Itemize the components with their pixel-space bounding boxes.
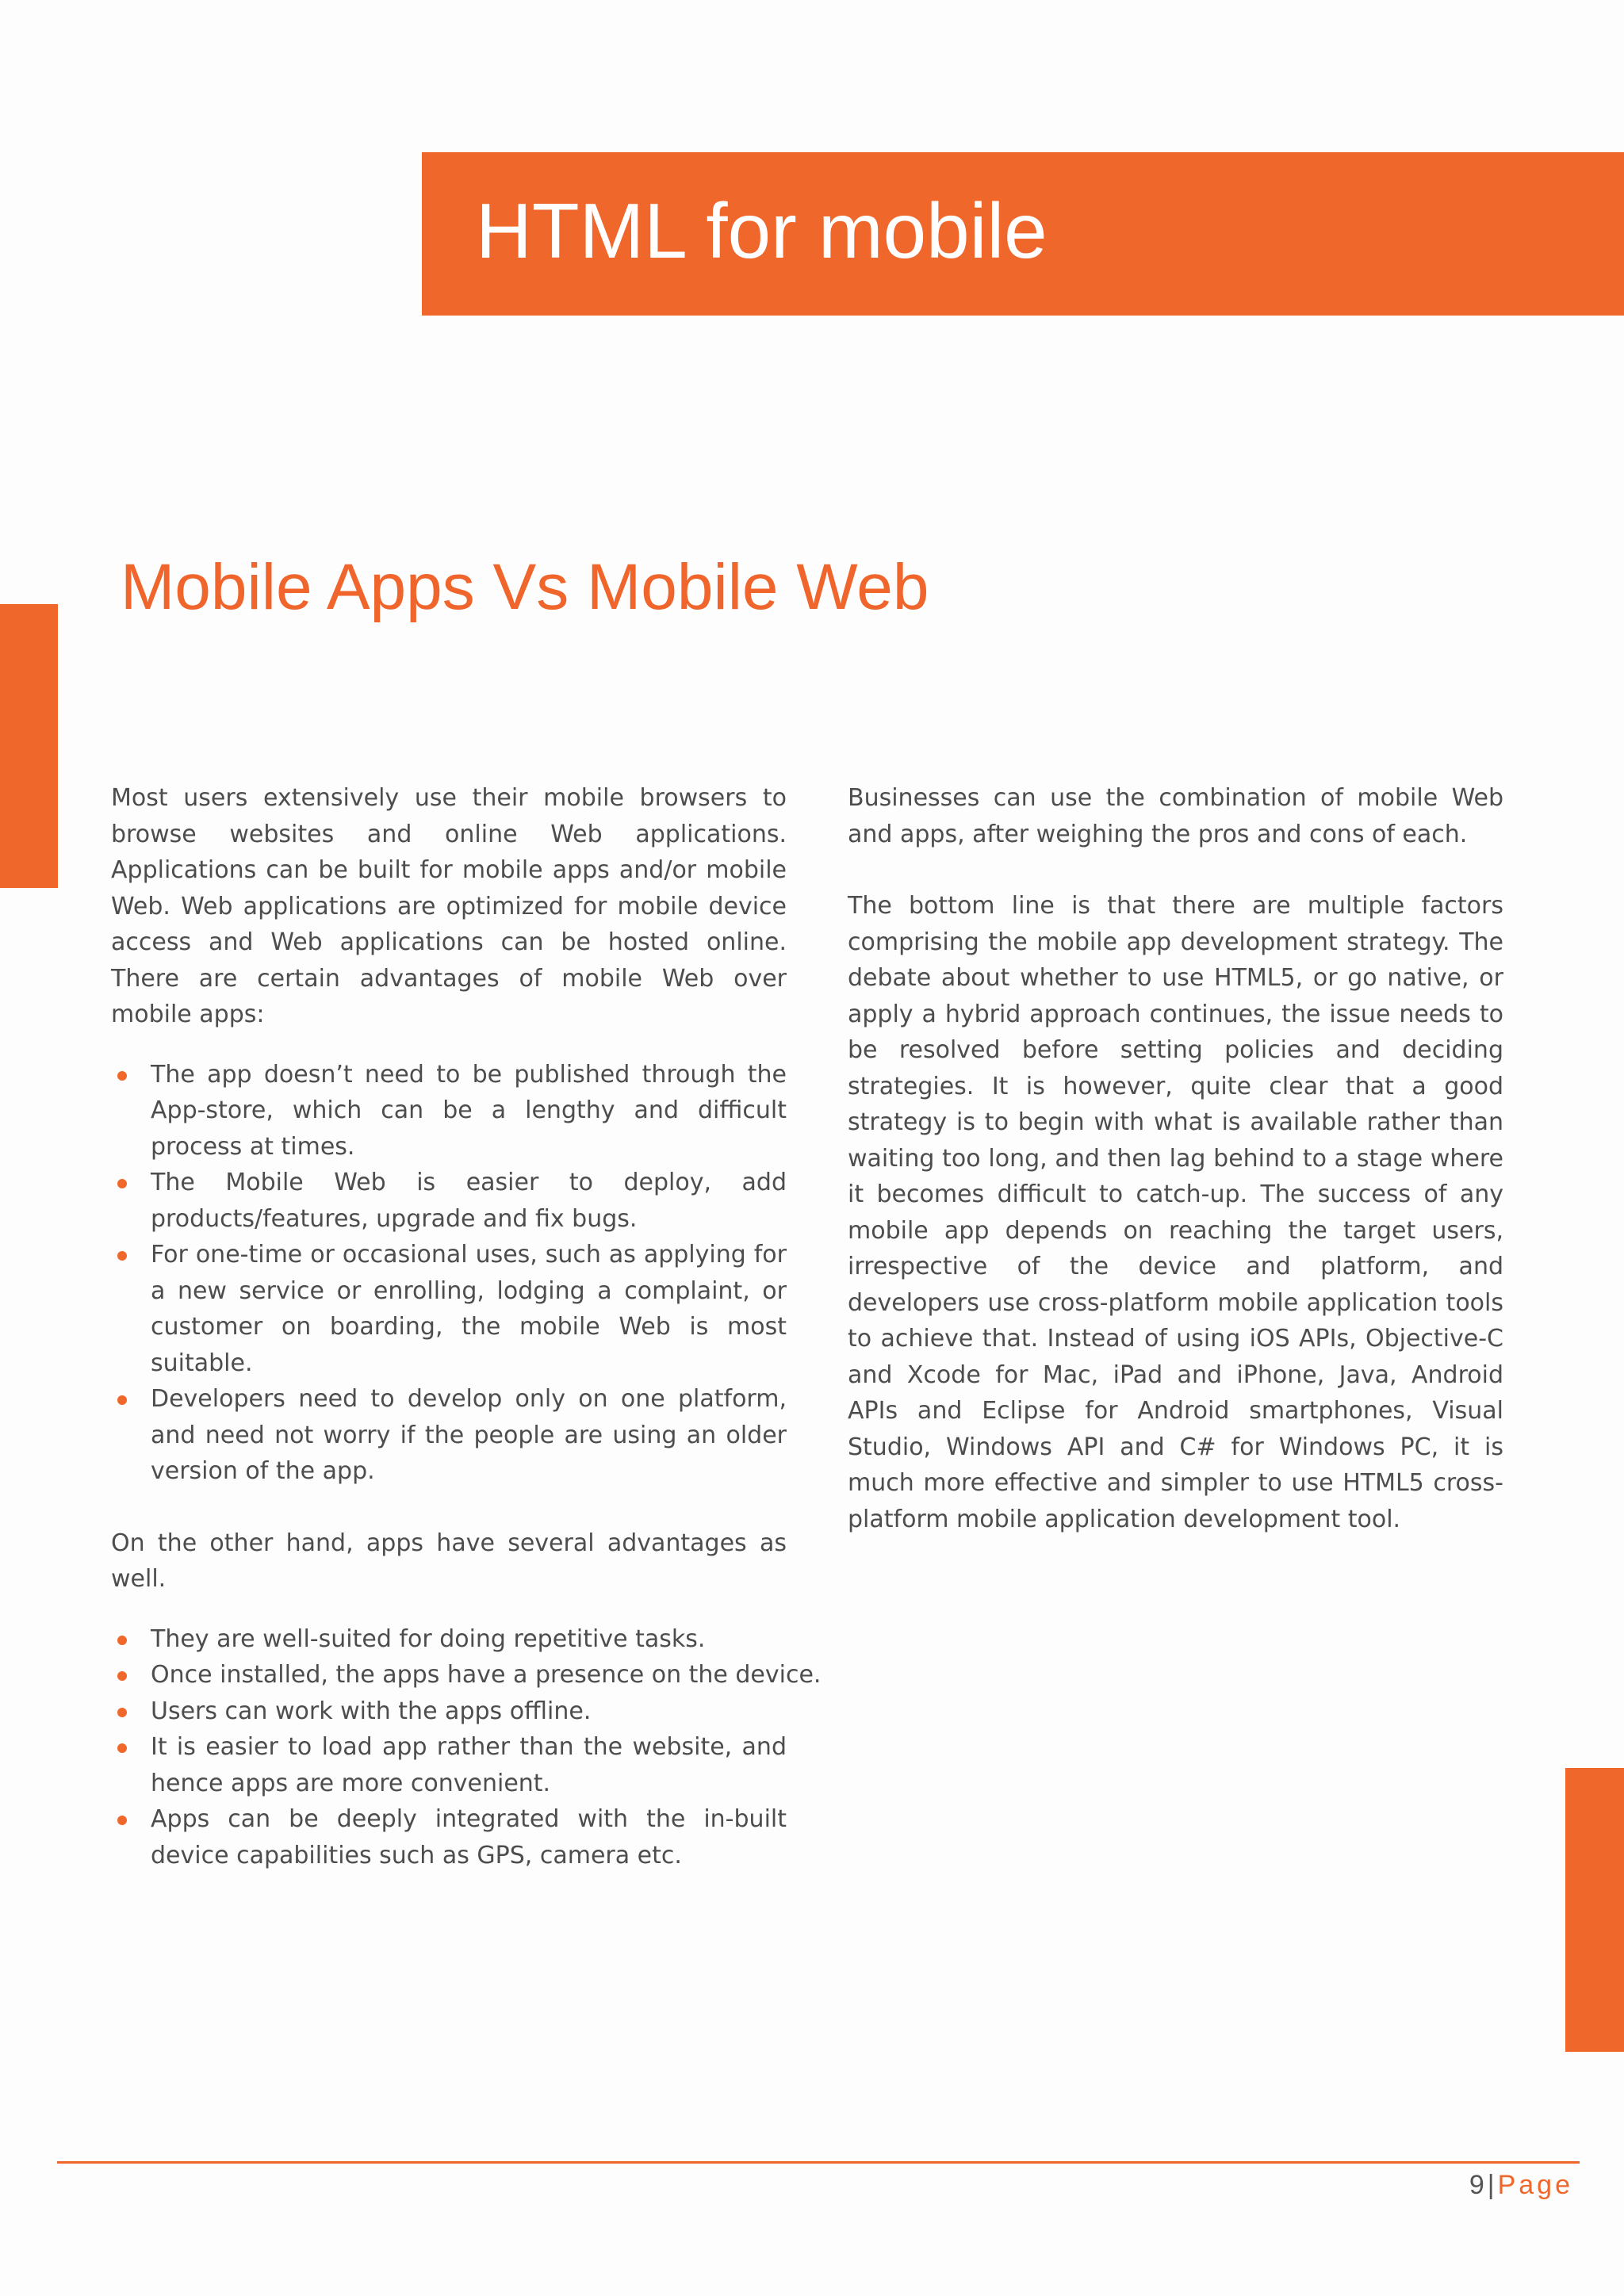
bullet-icon: [117, 1708, 127, 1717]
header-title: HTML for mobile: [476, 187, 1048, 274]
left-accent-bar: [0, 604, 58, 888]
list-item: For one-time or occasional uses, such as applying for a new service or enrolling, lodging a complaint, or customer on boarding, the mobile Web is most suitable.: [111, 1237, 787, 1381]
left-column: [111, 780, 822, 1873]
intro-paragraph: Most users extensively use their mobile browsers to browse websites and online Web applications. Applications can be built for mobile apps and/or mobile Web. Web applications are optimized for mobile device access and Web applications can be hosted online. There are certain advantages of mobile Web over mobile apps:: [111, 784, 787, 1028]
list-item: The app doesn’t need to be published through the App-store, which can be a lengthy and difficult process at times.: [111, 1057, 787, 1165]
bullet-icon: [117, 1636, 127, 1645]
right-column: [848, 780, 1503, 1537]
bullet-icon: [117, 1179, 127, 1188]
page-number-separator: |: [1487, 2170, 1495, 2200]
list-item: Users can work with the apps offline.: [111, 1693, 787, 1730]
transition-paragraph: On the other hand, apps have several advantages as well.: [111, 1529, 787, 1593]
bullet-icon: [117, 1395, 127, 1405]
page-number-value: 9: [1469, 2170, 1484, 2200]
list-item: Apps can be deeply integrated with the in-built device capabilities such as GPS, camera etc.: [111, 1801, 787, 1873]
web-advantages-list: [111, 1057, 787, 1490]
list-item: They are well-suited for doing repetitive tasks.: [111, 1621, 787, 1658]
list-item: It is easier to load app rather than the website, and hence apps are more convenient.: [111, 1729, 787, 1801]
bullet-icon: [117, 1671, 127, 1681]
footer-divider: [57, 2161, 1580, 2164]
businesses-paragraph: Businesses can use the combination of mobile Web and apps, after weighing the pros and cons of each.: [848, 784, 1503, 848]
app-advantages-list: [111, 1621, 822, 1874]
list-item: Once installed, the apps have a presence on the device.: [111, 1657, 787, 1693]
page-label: Page: [1497, 2170, 1573, 2200]
page-number: [1469, 2170, 1573, 2200]
bullet-icon: [117, 1743, 127, 1753]
bullet-icon: [117, 1816, 127, 1825]
bullet-icon: [117, 1071, 127, 1081]
list-item: Developers need to develop only on one platform, and need not worry if the people are using an older version of the app.: [111, 1381, 787, 1490]
bottom-line-paragraph: The bottom line is that there are multiple factors comprising the mobile app development strategy. The debate about whether to use HTML5, or go native, or apply a hybrid approach continues, the issue needs to be resolved before setting policies and deciding strategies. It is however, quite clear that a good strategy is to begin with what is available rather than waiting too long, and then lag behind to a stage where it becomes difficult to catch-up. The success of any mobile app depends on reaching the target users, irrespective of the device and platform, and developers use cross-platform mobile application tools to achieve that. Instead of using iOS APIs, Objective-C and Xcode for Mac, iPad and iPhone, Java, Android APIs and Eclipse for Android smartphones, Visual Studio, Windows API and C# for Windows PC, it is much more effective and simpler to use HTML5 cross-platform mobile application development tool.: [848, 892, 1503, 1533]
section-title: Mobile Apps Vs Mobile Web: [121, 551, 929, 623]
bullet-icon: [117, 1251, 127, 1261]
right-accent-bar: [1565, 1768, 1624, 2052]
list-item: The Mobile Web is easier to deploy, add products/features, upgrade and fix bugs.: [111, 1165, 787, 1237]
header-banner: [422, 152, 1624, 316]
